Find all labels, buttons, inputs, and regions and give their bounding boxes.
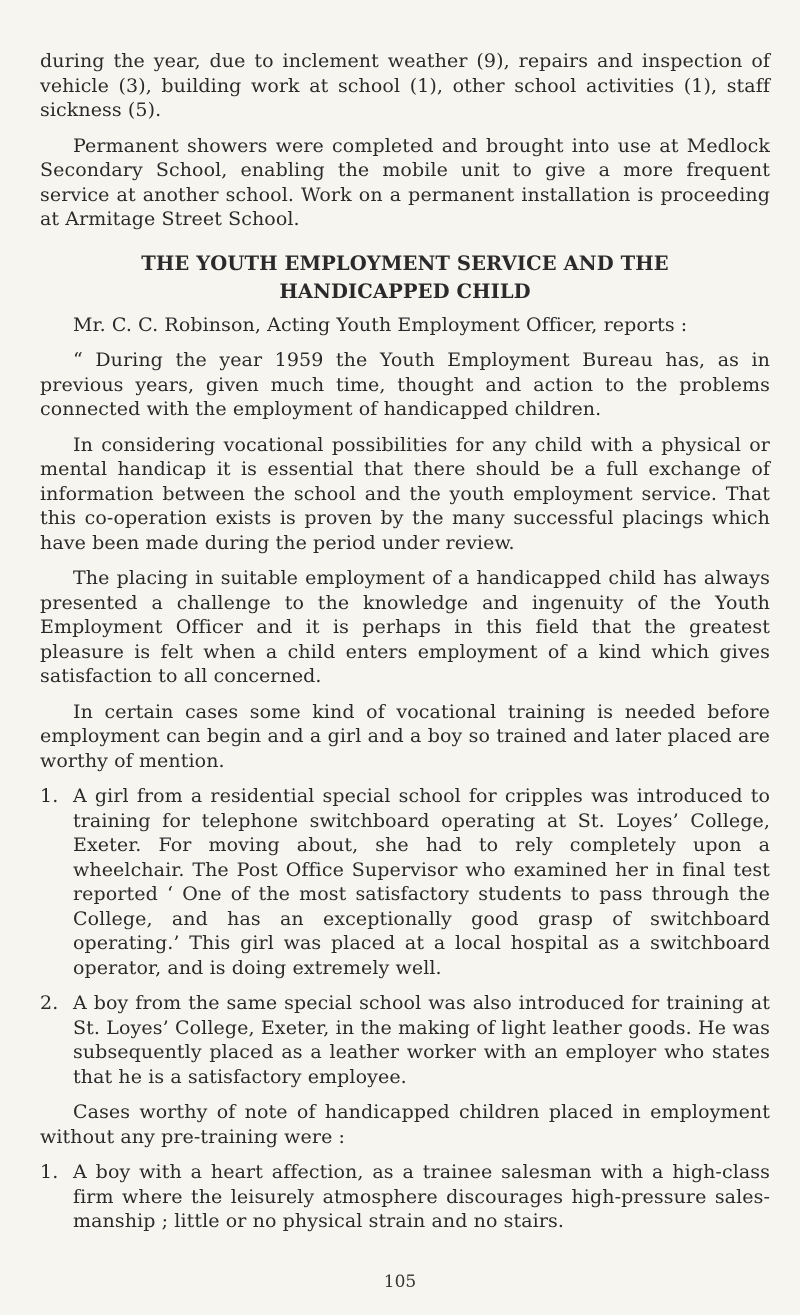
list-item xyxy=(40,991,770,1089)
opening-paragraph: during the year, due to inclement weather (9), repairs and inspection of vehicle (3), building work at school (1), other school activities (1), staff sickness (5). xyxy=(40,50,770,121)
page-number: 105 xyxy=(383,1272,417,1292)
vocational-paragraph: In considering vocational possibilities for any child with a physical or mental handicap it is essential that there should be a full exchange of information between the school and the youth employment service. That this co-operation exists is proven by the many successful placings which have been made during the period under review. xyxy=(40,433,770,554)
list-item-text: A girl from a residential special school for cripples was introduced to training for telephone switchboard operating at St. Loyes’ College, Exeter. For moving about, she had to rely completely upon a wheelchair. The Post Office Supervisor who examined her in final test reported ‘ One of the most satisfactory students to pass through the College, and has an exceptionally good grasp of switchboard operating.’ This girl was placed at a local hospital as a switchboard operator, and is doing extremely well. xyxy=(73,785,770,979)
list-item-number: 1. xyxy=(40,785,59,807)
list-item-text: A boy from the same special school was also introduced for training at St. Loyes’ College, Exeter, in the making of light leather goods. He was subsequently placed as a leather worker with an employer who states that he is a satisfactory employee. xyxy=(73,992,770,1088)
quote-intro-paragraph: “ During the year 1959 the Youth Employment Bureau has, as in previous years, given much time, thought and action to the problems connected with the employment of handicapped children. xyxy=(40,349,770,420)
list-item-text: A boy with a heart affection, as a trainee salesman with a high-class firm where the leisurely atmosphere discourages high-pressure sales- manship ; little or no physical strain and no stairs. xyxy=(73,1161,770,1232)
list-item-number: 1. xyxy=(40,1161,59,1183)
training-paragraph: In certain cases some kind of vocational training is needed before employment can begin and a girl and a boy so trained and later placed are worthy of mention. xyxy=(40,700,770,772)
untrained-intro-paragraph: Cases worthy of note of handicapped children placed in employment without any pre-training were : xyxy=(40,1101,770,1148)
list-item xyxy=(40,1160,770,1234)
showers-paragraph: Permanent showers were completed and brought into use at Medlock Secondary School, enabling the mobile unit to give a more frequent service at another school. Work on a permanent installation is proceeding at Armitage Street School. xyxy=(40,134,770,230)
section-heading: THE YOUTH EMPLOYMENT SERVICE AND THE HANDICAPPED CHILD xyxy=(141,251,669,303)
document-page xyxy=(40,49,770,1234)
list-item xyxy=(40,784,770,980)
list-item-number: 2. xyxy=(40,992,59,1014)
placing-paragraph: The placing in suitable employment of a handicapped child has always presented a challenge to the knowledge and ingenuity of the Youth Employment Officer and it is perhaps in this field that the greatest pleasure is felt when a child enters employment of a kind which gives satisfaction to all concerned. xyxy=(40,567,770,687)
reporter-line: Mr. C. C. Robinson, Acting Youth Employment Officer, reports : xyxy=(73,313,688,336)
